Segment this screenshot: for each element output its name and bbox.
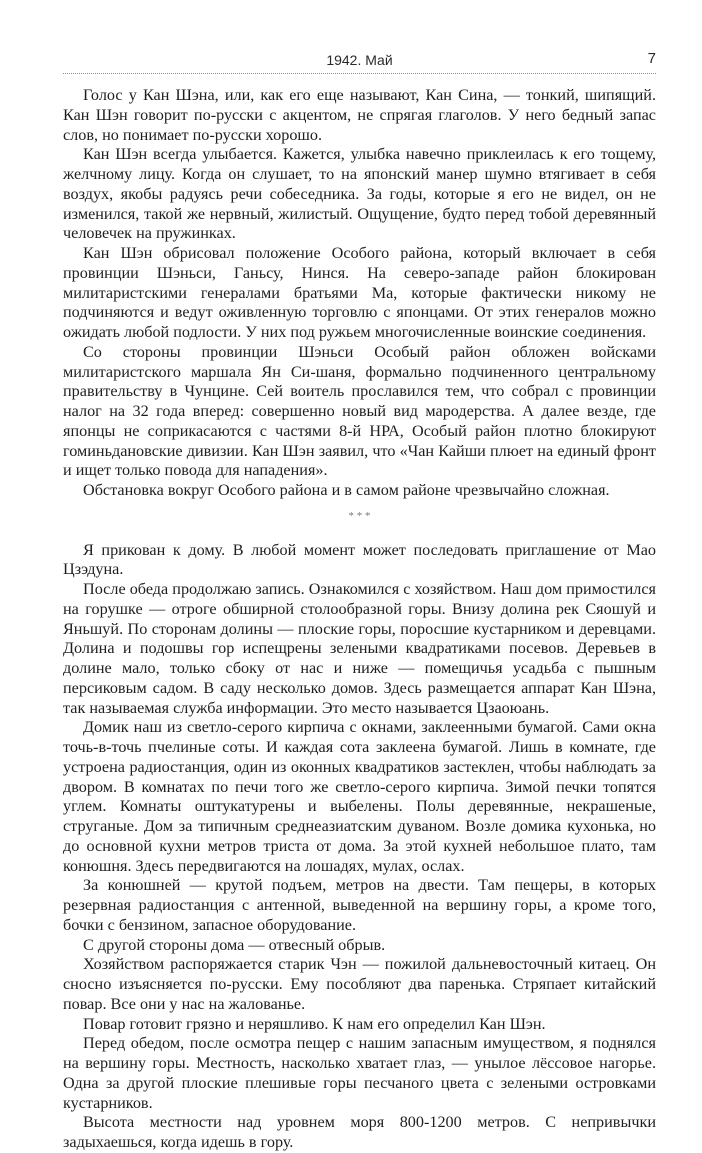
paragraph: Я прикован к дому. В любой момент может последовать приглашение от Мао Цзэдуна.: [63, 540, 656, 579]
paragraph: Высота местности над уровнем моря 800-1200 метров. С непривычки задыхаешься, когда идешь в гору.: [63, 1113, 656, 1151]
paragraph: Кан Шэн обрисовал положение Особого района, который включает в себя провинции Шэньси, Ганьсу, Нинся. На северо-западе район блокирован милитаристскими генералами братьями Ма, которые фактически никому не подчиняются и ведут оживленную торговлю с японцами. От этих генералов можно ожидать любой подлости. У них под ружьем многочисленные воинские соединения.: [63, 244, 656, 341]
paragraph: Хозяйством распоряжается старик Чэн — пожилой дальневосточный китаец. Он сносно изъясняется по-русски. Ему пособляют два паренька. Стряпает китайский повар. Все они у нас на жалованье.: [63, 955, 656, 1013]
header-divider: [63, 73, 656, 74]
running-title: 1942. Май: [326, 52, 393, 68]
running-header: [63, 50, 656, 72]
paragraph: Повар готовит грязно и неряшливо. К нам его определил Кан Шэн.: [83, 1014, 546, 1033]
paragraph: За конюшней — крутой подъем, метров на двести. Там пещеры, в которых резервная радиостанция с антенной, выведенной на вершину горы, а кроме того, бочки с бензином, запасное оборудование.: [63, 876, 656, 934]
paragraph: Обстановка вокруг Особого района и в самом районе чрезвычайно сложная.: [83, 481, 610, 499]
paragraph: Со стороны провинции Шэньси Особый район обложен войсками милитаристского маршала Ян Си-шаня, формально подчиненного центральному правительству в Чунцине. Сей воитель прославился тем, что собрал с провинции налог на 32 года вперед: совершенно новый вид мародерства. А далее везде, где японцы не соприкасаются с частями 8-й НРА, Особый район плотно блокируют гоминьдановские дивизии. Кан Шэн заявил, что «Чан Кайши плюет на единый фронт и ищет только повода для нападения».: [63, 342, 656, 480]
paragraph: Кан Шэн всегда улыбается. Кажется, улыбка навечно приклеилась к его тощему, желчному лицу. Когда он слушает, то на японский манер шумно втягивает в себя воздух, якобы радуясь речи собеседника. За годы, которые я его не видел, он не изменился, такой же нервный, жилистый. Ощущение, будто перед тобой деревянный человечек на пружинках.: [63, 145, 656, 243]
paragraph: Перед обедом, после осмотра пещер с нашим запасным имуществом, я поднялся на вершину горы. Местность, насколько хватает глаз, — унылое лёссовое нагорье. Одна за другой плоские плешивые горы песчаного цвета с зелеными островками кустарников.: [63, 1034, 656, 1112]
section-separator: * * *: [348, 509, 371, 522]
paragraph: Голос у Кан Шэна, или, как его еще называют, Кан Сина, — тонкий, шипящий. Кан Шэн говорит по-русски с акцентом, не спрягая глаголов. У него бедный запас слов, но понимает по-русски хорошо.: [63, 86, 656, 144]
paragraph: С другой стороны дома — отвесный обрыв.: [83, 935, 386, 954]
paragraph: Домик наш из светло-серого кирпича с окнами, заклеенными бумагой. Сами окна точь-в-точь пчелиные соты. И каждая сота заклеена бумагой. Лишь в комнате, где устроена радиостанция, один из оконных квадратиков застеклен, чтобы наблюдать за двором. В комнатах по печи того же светло-серого кирпича. Зимой печки топятся углем. Комнаты оштукатурены и выбелены. Полы деревянные, некрашеные, струганые. Дом за типичным среднеазиатским дуваном. Возле домика кухонька, но до основной кухни метров триста от дома. За этой кухней небольшое плато, там конюшня. Здесь передвигаются на лошадях, мулах, ослах.: [63, 718, 656, 875]
paragraph: После обеда продолжаю запись. Ознакомился с хозяйством. Наш дом примостился на горушке — отроге обширной столообразной горы. Внизу долина рек Сяошуй и Яньшуй. По сторонам долины — плоские горы, поросшие кустарником и деревцами. Долина и подошвы гор испещрены зелеными квадратиками посевов. Деревьев в долине мало, только сбоку от нас и ниже — помещичья усадьба с пышным персиковым садом. В саду несколько домов. Здесь размещается аппарат Кан Шэна, так называемая служба информации. Это место называется Цзаоюань.: [63, 580, 656, 717]
section-gap: [63, 527, 656, 541]
page-number: 7: [647, 50, 656, 67]
page-body: [63, 86, 656, 1153]
